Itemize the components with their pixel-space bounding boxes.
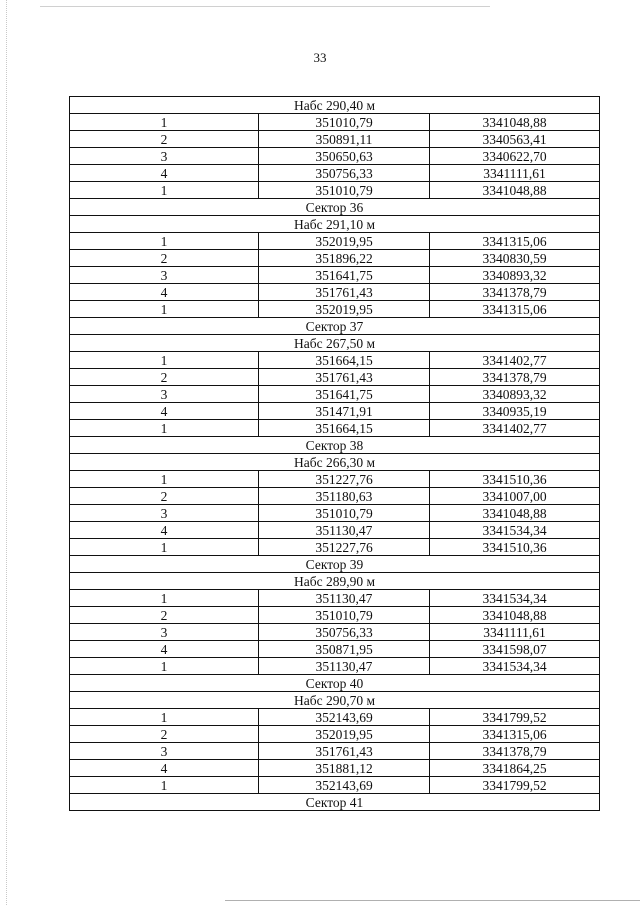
x-coordinate-cell: 351010,79 xyxy=(259,505,430,522)
x-coordinate-cell: 350756,33 xyxy=(259,624,430,641)
section-header-cell: Сектор 38 xyxy=(70,437,600,454)
y-coordinate-cell: 3340830,59 xyxy=(430,250,600,267)
x-coordinate-cell: 351761,43 xyxy=(259,369,430,386)
x-coordinate-cell: 350891,11 xyxy=(259,131,430,148)
point-number-cell: 2 xyxy=(70,369,259,386)
point-number-cell: 3 xyxy=(70,386,259,403)
section-header-row xyxy=(70,335,600,352)
section-header-row xyxy=(70,556,600,573)
y-coordinate-cell: 3340893,32 xyxy=(430,386,600,403)
scan-top-line xyxy=(40,6,490,7)
y-coordinate-cell: 3341402,77 xyxy=(430,352,600,369)
y-coordinate-cell: 3340935,19 xyxy=(430,403,600,420)
x-coordinate-cell: 351180,63 xyxy=(259,488,430,505)
y-coordinate-cell: 3341378,79 xyxy=(430,369,600,386)
y-coordinate-cell: 3341799,52 xyxy=(430,709,600,726)
section-header-row xyxy=(70,692,600,709)
y-coordinate-cell: 3341048,88 xyxy=(430,505,600,522)
x-coordinate-cell: 351010,79 xyxy=(259,114,430,131)
section-header-cell: Сектор 39 xyxy=(70,556,600,573)
table-row xyxy=(70,488,600,505)
point-number-cell: 1 xyxy=(70,182,259,199)
point-number-cell: 1 xyxy=(70,420,259,437)
table-row xyxy=(70,420,600,437)
table-row xyxy=(70,301,600,318)
y-coordinate-cell: 3341378,79 xyxy=(430,743,600,760)
x-coordinate-cell: 351664,15 xyxy=(259,352,430,369)
section-header-cell: Сектор 40 xyxy=(70,675,600,692)
section-header-row xyxy=(70,97,600,114)
table-row xyxy=(70,284,600,301)
table-row xyxy=(70,386,600,403)
point-number-cell: 3 xyxy=(70,624,259,641)
y-coordinate-cell: 3340893,32 xyxy=(430,267,600,284)
x-coordinate-cell: 351130,47 xyxy=(259,522,430,539)
section-header-row xyxy=(70,573,600,590)
x-coordinate-cell: 350756,33 xyxy=(259,165,430,182)
point-number-cell: 3 xyxy=(70,505,259,522)
point-number-cell: 1 xyxy=(70,471,259,488)
point-number-cell: 2 xyxy=(70,131,259,148)
section-header-cell: Набс 267,50 м xyxy=(70,335,600,352)
section-header-row xyxy=(70,794,600,811)
y-coordinate-cell: 3341315,06 xyxy=(430,233,600,250)
table-row xyxy=(70,522,600,539)
point-number-cell: 3 xyxy=(70,743,259,760)
point-number-cell: 1 xyxy=(70,590,259,607)
y-coordinate-cell: 3340563,41 xyxy=(430,131,600,148)
y-coordinate-cell: 3341048,88 xyxy=(430,607,600,624)
table-row xyxy=(70,590,600,607)
table-row xyxy=(70,726,600,743)
table-row xyxy=(70,658,600,675)
table-row xyxy=(70,182,600,199)
table-row xyxy=(70,709,600,726)
x-coordinate-cell: 350871,95 xyxy=(259,641,430,658)
y-coordinate-cell: 3341111,61 xyxy=(430,624,600,641)
x-coordinate-cell: 351761,43 xyxy=(259,743,430,760)
x-coordinate-cell: 351641,75 xyxy=(259,386,430,403)
table-row xyxy=(70,624,600,641)
point-number-cell: 1 xyxy=(70,233,259,250)
y-coordinate-cell: 3341378,79 xyxy=(430,284,600,301)
point-number-cell: 2 xyxy=(70,726,259,743)
x-coordinate-cell: 351881,12 xyxy=(259,760,430,777)
table-row xyxy=(70,148,600,165)
section-header-row xyxy=(70,216,600,233)
x-coordinate-cell: 351471,91 xyxy=(259,403,430,420)
table-row xyxy=(70,403,600,420)
point-number-cell: 1 xyxy=(70,709,259,726)
table-row xyxy=(70,607,600,624)
point-number-cell: 4 xyxy=(70,760,259,777)
table-row xyxy=(70,165,600,182)
table-row xyxy=(70,114,600,131)
point-number-cell: 3 xyxy=(70,148,259,165)
y-coordinate-cell: 3341799,52 xyxy=(430,777,600,794)
table-row xyxy=(70,760,600,777)
point-number-cell: 4 xyxy=(70,284,259,301)
x-coordinate-cell: 351010,79 xyxy=(259,182,430,199)
section-header-cell: Набс 266,30 м xyxy=(70,454,600,471)
point-number-cell: 2 xyxy=(70,250,259,267)
y-coordinate-cell: 3341315,06 xyxy=(430,301,600,318)
coordinates-table-body xyxy=(70,97,600,811)
y-coordinate-cell: 3340622,70 xyxy=(430,148,600,165)
y-coordinate-cell: 3341510,36 xyxy=(430,539,600,556)
x-coordinate-cell: 352143,69 xyxy=(259,709,430,726)
table-row xyxy=(70,505,600,522)
x-coordinate-cell: 352019,95 xyxy=(259,726,430,743)
table-row xyxy=(70,641,600,658)
table-row xyxy=(70,250,600,267)
section-header-row xyxy=(70,318,600,335)
section-header-row xyxy=(70,437,600,454)
x-coordinate-cell: 352019,95 xyxy=(259,233,430,250)
point-number-cell: 2 xyxy=(70,607,259,624)
x-coordinate-cell: 351896,22 xyxy=(259,250,430,267)
table-row xyxy=(70,131,600,148)
section-header-cell: Набс 290,70 м xyxy=(70,692,600,709)
point-number-cell: 3 xyxy=(70,267,259,284)
table-row xyxy=(70,777,600,794)
x-coordinate-cell: 351227,76 xyxy=(259,539,430,556)
table-row xyxy=(70,369,600,386)
point-number-cell: 4 xyxy=(70,641,259,658)
scan-edge xyxy=(6,0,8,905)
point-number-cell: 1 xyxy=(70,114,259,131)
section-header-cell: Набс 289,90 м xyxy=(70,573,600,590)
table-row xyxy=(70,267,600,284)
y-coordinate-cell: 3341007,00 xyxy=(430,488,600,505)
x-coordinate-cell: 351010,79 xyxy=(259,607,430,624)
x-coordinate-cell: 351130,47 xyxy=(259,658,430,675)
y-coordinate-cell: 3341315,06 xyxy=(430,726,600,743)
x-coordinate-cell: 352143,69 xyxy=(259,777,430,794)
coordinates-table xyxy=(69,96,600,811)
y-coordinate-cell: 3341402,77 xyxy=(430,420,600,437)
point-number-cell: 1 xyxy=(70,658,259,675)
section-header-row xyxy=(70,454,600,471)
table-row xyxy=(70,352,600,369)
y-coordinate-cell: 3341534,34 xyxy=(430,522,600,539)
table-row xyxy=(70,233,600,250)
point-number-cell: 4 xyxy=(70,403,259,420)
section-header-row xyxy=(70,199,600,216)
section-header-cell: Сектор 36 xyxy=(70,199,600,216)
point-number-cell: 4 xyxy=(70,165,259,182)
table-row xyxy=(70,471,600,488)
y-coordinate-cell: 3341048,88 xyxy=(430,114,600,131)
x-coordinate-cell: 351641,75 xyxy=(259,267,430,284)
section-header-cell: Сектор 37 xyxy=(70,318,600,335)
page-number: 33 xyxy=(313,50,327,65)
table-row xyxy=(70,539,600,556)
point-number-cell: 1 xyxy=(70,301,259,318)
point-number-cell: 1 xyxy=(70,539,259,556)
x-coordinate-cell: 350650,63 xyxy=(259,148,430,165)
point-number-cell: 4 xyxy=(70,522,259,539)
y-coordinate-cell: 3341598,07 xyxy=(430,641,600,658)
scan-bottom-line xyxy=(225,900,640,901)
x-coordinate-cell: 351761,43 xyxy=(259,284,430,301)
y-coordinate-cell: 3341048,88 xyxy=(430,182,600,199)
section-header-cell: Набс 290,40 м xyxy=(70,97,600,114)
section-header-cell: Набс 291,10 м xyxy=(70,216,600,233)
x-coordinate-cell: 351664,15 xyxy=(259,420,430,437)
y-coordinate-cell: 3341534,34 xyxy=(430,658,600,675)
x-coordinate-cell: 351227,76 xyxy=(259,471,430,488)
point-number-cell: 1 xyxy=(70,777,259,794)
x-coordinate-cell: 352019,95 xyxy=(259,301,430,318)
point-number-cell: 1 xyxy=(70,352,259,369)
y-coordinate-cell: 3341534,34 xyxy=(430,590,600,607)
section-header-cell: Сектор 41 xyxy=(70,794,600,811)
section-header-row xyxy=(70,675,600,692)
y-coordinate-cell: 3341510,36 xyxy=(430,471,600,488)
table-row xyxy=(70,743,600,760)
y-coordinate-cell: 3341864,25 xyxy=(430,760,600,777)
y-coordinate-cell: 3341111,61 xyxy=(430,165,600,182)
x-coordinate-cell: 351130,47 xyxy=(259,590,430,607)
point-number-cell: 2 xyxy=(70,488,259,505)
